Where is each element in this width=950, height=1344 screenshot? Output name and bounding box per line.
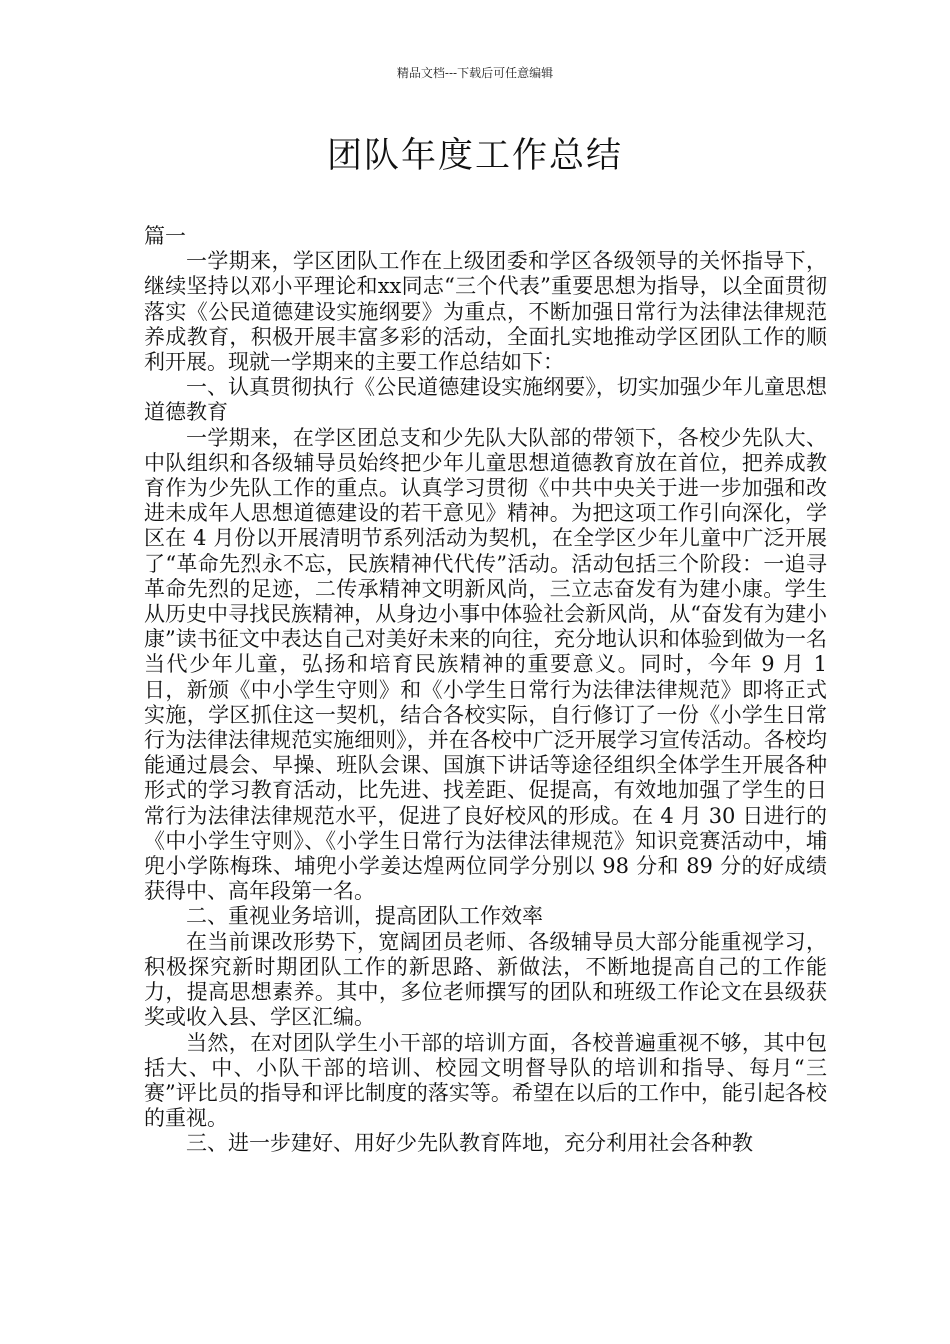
heading-one: 一、认真贯彻执行《公民道德建设实施纲要》，切实加强少年儿童思想道德教育 xyxy=(144,375,827,425)
heading-three: 三、进一步建好、用好少先队教育阵地，充分利用社会各种教 xyxy=(186,1131,753,1156)
section-label: 篇一 xyxy=(144,224,186,248)
header-note: 精品文档---下载后可任意编辑 xyxy=(396,66,554,80)
paragraph-training: 在当前课改形势下，宽阔团员老师、各级辅导员大部分能重视学习，积极探究新时期团队工作的新思路、新做法，不断地提高自己的工作能力，提高思想素养。其中，多位老师撰写的团队和班级工作论文在县级获奖或收入县、学区汇编。 xyxy=(144,929,827,1030)
document-body xyxy=(144,224,827,1157)
paragraph-intro: 一学期来，学区团队工作在上级团委和学区各级领导的关怀指导下，继续坚持以邓小平理论和xx同志“三个代表”重要思想为指导，以全面贯彻落实《公民道德建设实施纲要》为重点，不断加强日常行为法律法律规范养成教育，积极开展丰富多彩的活动，全面扎实地推动学区团队工作的顺利开展。现就一学期来的主要工作总结如下： xyxy=(144,249,827,375)
document-title: 团队年度工作总结 xyxy=(326,136,623,176)
paragraph-moral-education: 一学期来，在学区团总支和少先队大队部的带领下，各校少先队大、中队组织和各级辅导员始终把少年儿童思想道德教育放在首位，把养成教育作为少先队工作的重点。认真学习贯彻《中共中央关于进一步加强和改进未成年人思想道德建设的若干意见》精神。为把这项工作引向深化，学区在 4 月份以开展清明节系列活动为契机，在全学区少年儿童中广泛开展了“革命先烈永不忘，民族精神代代传”活动。活动包括三个阶段：一追寻革命先烈的足迹，二传承精神文明新风尚，三立志奋发有为建小康。学生从历史中寻找民族精神，从身边小事中体验社会新风尚，从“奋发有为建小康”读书征文中表达自己对美好未来的向往，充分地认识和体验到做为一名当代少年儿童，弘扬和培育民族精神的重要意义。同时，今年 9 月 1 日，新颁《中小学生守则》和《小学生日常行为法律法律规范》即将正式实施，学区抓住这一契机，结合各校实际，自行修订了一份《小学生日常行为法律法律规范实施细则》，并在各校中广泛开展学习宣传活动。各校均能通过晨会、早操、班队会课、国旗下讲话等途径组织全体学生开展各种形式的学习教育活动，比先进、找差距、促提高，有效地加强了学生的日常行为法律法律规范水平，促进了良好校风的形成。在 4 月 30 日进行的《中小学生守则》、《小学生日常行为法律法律规范》知识竞赛活动中，埔兜小学陈梅珠、埔兜小学姜达煌两位同学分别以 98 分和 89 分的好成绩获得中、高年段第一名。 xyxy=(144,425,827,904)
paragraph-cadre-training: 当然，在对团队学生小干部的培训方面，各校普遍重视不够，其中包括大、中、小队干部的培训、校园文明督导队的培训和指导、每月“三赛”评比员的指导和评比制度的落实等。希望在以后的工作中，能引起各校的重视。 xyxy=(144,1030,827,1131)
heading-two: 二、重视业务培训，提高团队工作效率 xyxy=(186,904,543,929)
